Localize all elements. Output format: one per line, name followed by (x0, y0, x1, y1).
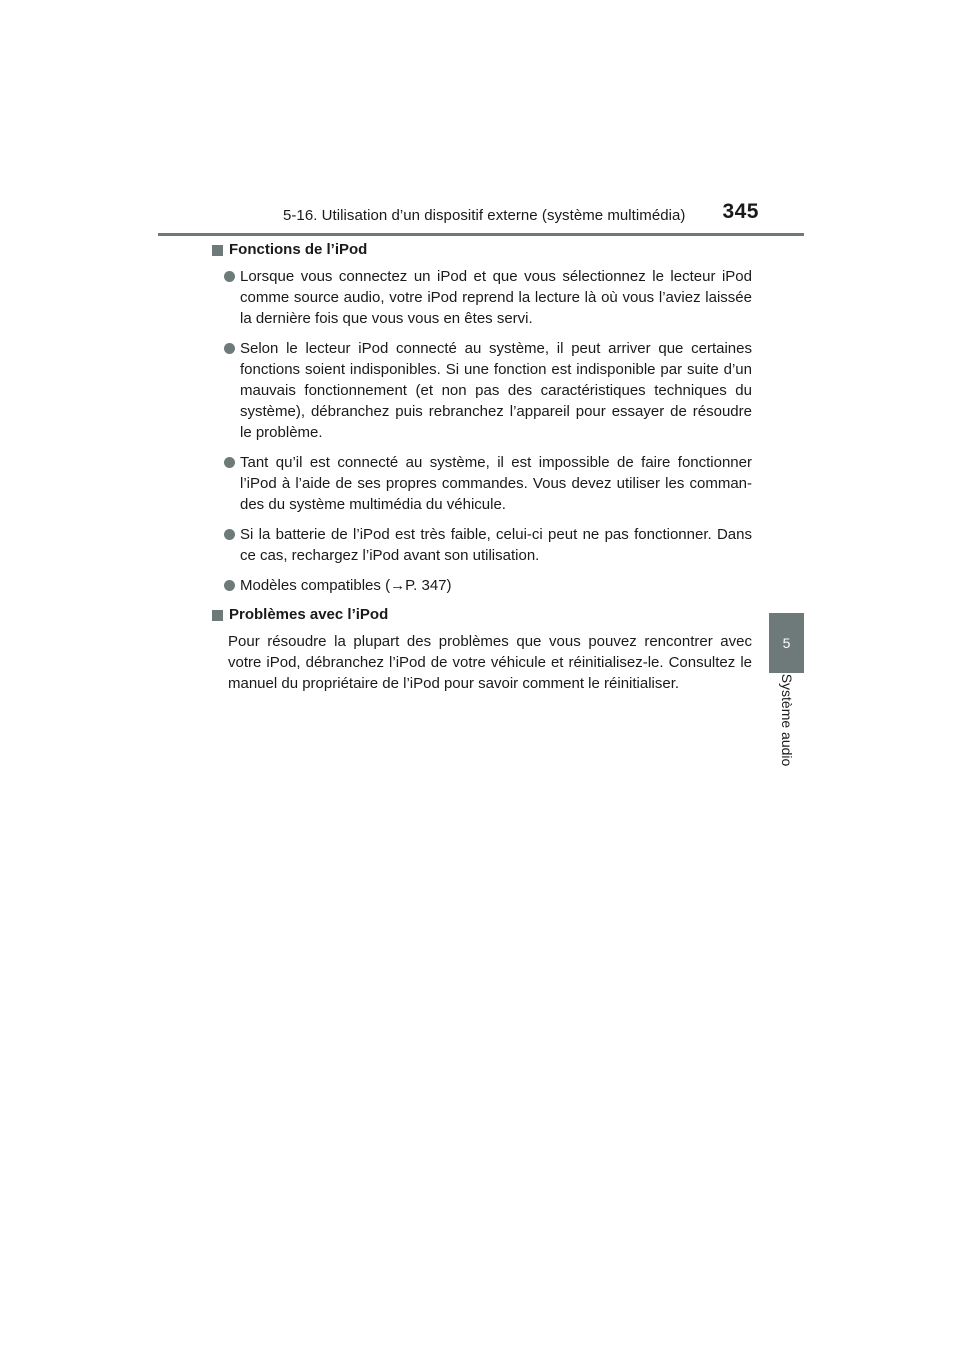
list-item (212, 266, 752, 329)
chapter-tab (769, 613, 804, 673)
circle-bullet-icon (224, 457, 235, 468)
list-item-text: Tant qu’il est connecté au système, il est impossible de faire fonctionner l’iPod à l’aide de ses propres commandes. Vous devez utiliser les comman-des du système multimédia du véhicule. (240, 454, 752, 513)
bullet-list (212, 266, 752, 596)
circle-bullet-icon (224, 343, 235, 354)
list-item (212, 524, 752, 566)
list-item-text: Si la batterie de l’iPod est très faible, celui-ci peut ne pas fonctionner. Dans ce cas, rechargez l’iPod avant son utilisation. (240, 526, 752, 564)
list-item (212, 575, 752, 596)
page-content (212, 240, 752, 694)
section-ipod-problems (212, 605, 752, 694)
list-item-text: Modèles compatibles (→P. 347) (240, 577, 452, 594)
section-heading (212, 240, 752, 260)
list-item-text: Selon le lecteur iPod connecté au système, il peut arriver que certaines fonctions soient indisponibles. Si une fonction est indisponible par suite d’un mauvais fonctionnement (et non pas des caractéristiques techniques du système), débranchez puis rebranchez l’appareil pour essayer de résoudre le problème. (240, 340, 752, 441)
chapter-number: 5 (782, 635, 791, 651)
header-rule (158, 233, 804, 236)
square-bullet-icon (212, 245, 223, 256)
list-item-text: Lorsque vous connectez un iPod et que vous sélectionnez le lecteur iPod comme source audio, votre iPod reprend la lecture là où vous l’aviez laissée la dernière fois que vous vous en êtes servi. (240, 268, 752, 327)
circle-bullet-icon (224, 529, 235, 540)
circle-bullet-icon (224, 580, 235, 591)
circle-bullet-icon (224, 271, 235, 282)
section-heading-text: Problèmes avec l’iPod (229, 606, 389, 623)
page-number: 345 (722, 200, 759, 223)
section-heading-text: Fonctions de l’iPod (229, 241, 368, 258)
chapter-side-label: Système audio (779, 673, 795, 767)
list-item (212, 452, 752, 515)
section-heading (212, 605, 752, 625)
list-item (212, 338, 752, 443)
square-bullet-icon (212, 610, 223, 621)
section-ipod-functions (212, 240, 752, 596)
chapter-title: 5-16. Utilisation d’un dispositif externe (système multimédia) (283, 207, 686, 224)
section-paragraph: Pour résoudre la plupart des problèmes que vous pouvez rencontrer avec votre iPod, débranchez l’iPod de votre véhicule et réinitialisez-le. Consultez le manuel du propriétaire de l’iPod pour savoir comment le réinitialiser. (228, 633, 752, 692)
page-header (283, 200, 773, 230)
